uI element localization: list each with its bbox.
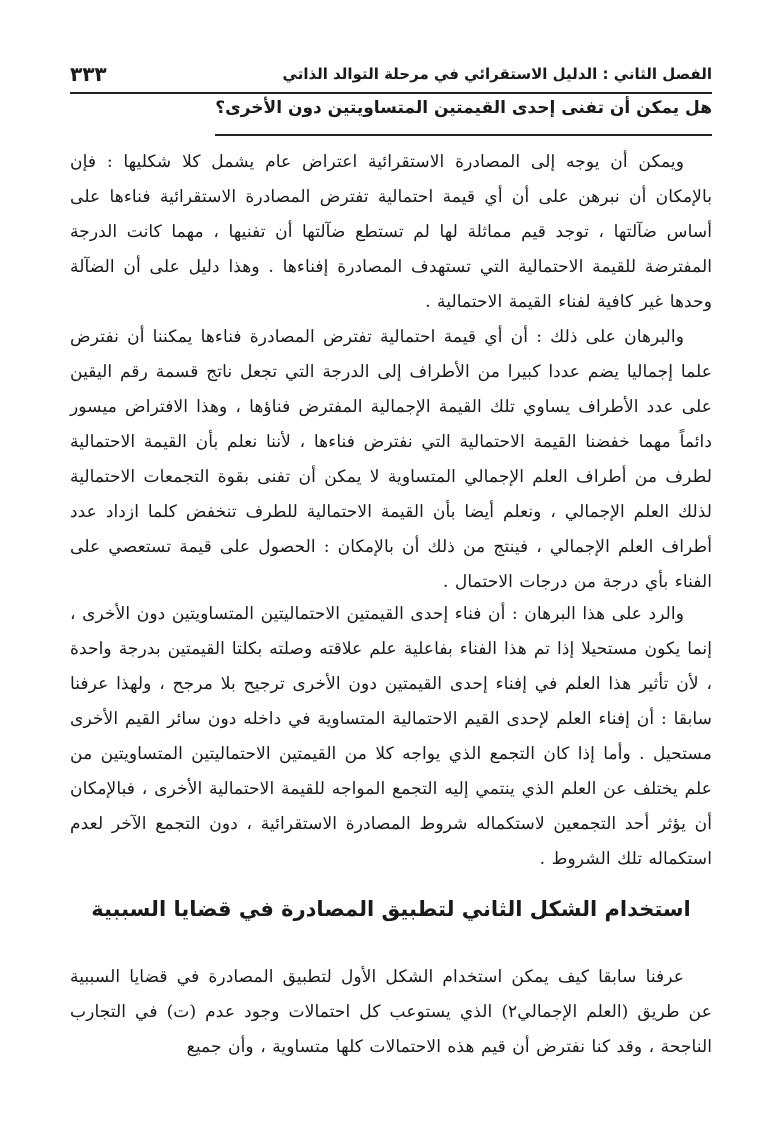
- question-heading: هل يمكن أن تفنى إحدى القيمتين المتساويتين دون الأخرى؟: [215, 98, 712, 136]
- book-page: [70, 0, 712, 1122]
- paragraph-proof: والبرهان على ذلك : أن أي قيمة احتمالية تفترض المصادرة فناءها يمكننا أن نفترض علما إجماليا يضم عددا كبيرا من الأطراف إلى الدرجة التي تجعل ناتج قسمة رقم اليقين على عدد الأطراف يساوي تلك القيمة الإجمالية المفترض فناؤها ، وهذا الافتراض ميسور دائماً مهما خفضنا القيمة الاحتمالية التي نفترض فناءها ، لأننا نعلم بأن القيمة الاحتمالية لطرف من أطراف العلم الإجمالي المتساوية لا يمكن أن تفنى بقوة التجمعات الاحتمالية لذلك العلم الإجمالي ، ونعلم أيضا بأن القيمة الاحتمالية للطرف تنخفض كلما ازداد عدد أطراف العلم الإجمالي ، فينتج من ذلك أن بالإمكان : الحصول على قيمة تستعصي على الفناء بأي درجة من درجات الاحتمال .: [70, 327, 712, 592]
- paragraph-objection: ويمكن أن يوجه إلى المصادرة الاستقرائية اعتراض عام يشمل كلا شكليها : فإن بالإمكان أن نبرهن على أن أي قيمة احتمالية تفترض المصادرة الاستقرائية فناءها على أساس ضآلتها ، توجد قيم مماثلة لها لم تستطع ضآلتها أن تفنيها ، مهما كانت الدرجة المفترضة للقيمة الاحتمالية التي تستهدف المصادرة إفناءها . وهذا دليل على أن الضآلة وحدها غير كافية لفناء القيمة الاحتمالية .: [70, 152, 712, 312]
- paragraph-section-intro: عرفنا سابقا كيف يمكن استخدام الشكل الأول لتطبيق المصادرة في قضايا السببية عن طريق (العلم الإجمالي٢) الذي يستوعب كل احتمالات وجود عدم (ت) في التجارب الناجحة ، وقد كنا نفترض أن قيم هذه الاحتمالات كلها متساوية ، وأن جميع: [70, 967, 712, 1057]
- running-header: [70, 56, 712, 94]
- section-heading: استخدام الشكل الثاني لتطبيق المصادرة في قضايا السببية: [91, 897, 691, 921]
- chapter-title: الفصل الثاني : الدليل الاستقرائي في مرحلة التوالد الذاتي: [282, 65, 712, 83]
- paragraph-reply: والرد على هذا البرهان : أن فناء إحدى القيمتين الاحتماليتين المتساويتين دون الأخرى ، إنما يكون مستحيلا إذا تم هذا الفناء بفاعلية علم علاقته وصلته بكلتا القيمتين بدرجة واحدة ، لأن تأثير هذا العلم في إفناء إحدى القيمتين دون الأخرى ترجيح بلا مرجح ، ولهذا عرفنا سابقا : أن إفناء العلم لإحدى القيم الاحتمالية المتساوية في داخله دون سائر القيم الأخرى مستحيل . وأما إذا كان التجمع الذي يواجه كلا من القيمتين الاحتماليتين المتساويتين من علم يختلف عن العلم الذي ينتمي إليه التجمع المواجه للقيمة الاحتمالية الأخرى ، فبالإمكان أن يؤثر أحد التجمعين لاستكماله شروط المصادرة الاستقرائية ، دون التجمع الآخر لعدم استكماله تلك الشروط .: [70, 604, 712, 869]
- page-number: ٣٣٣: [70, 62, 107, 86]
